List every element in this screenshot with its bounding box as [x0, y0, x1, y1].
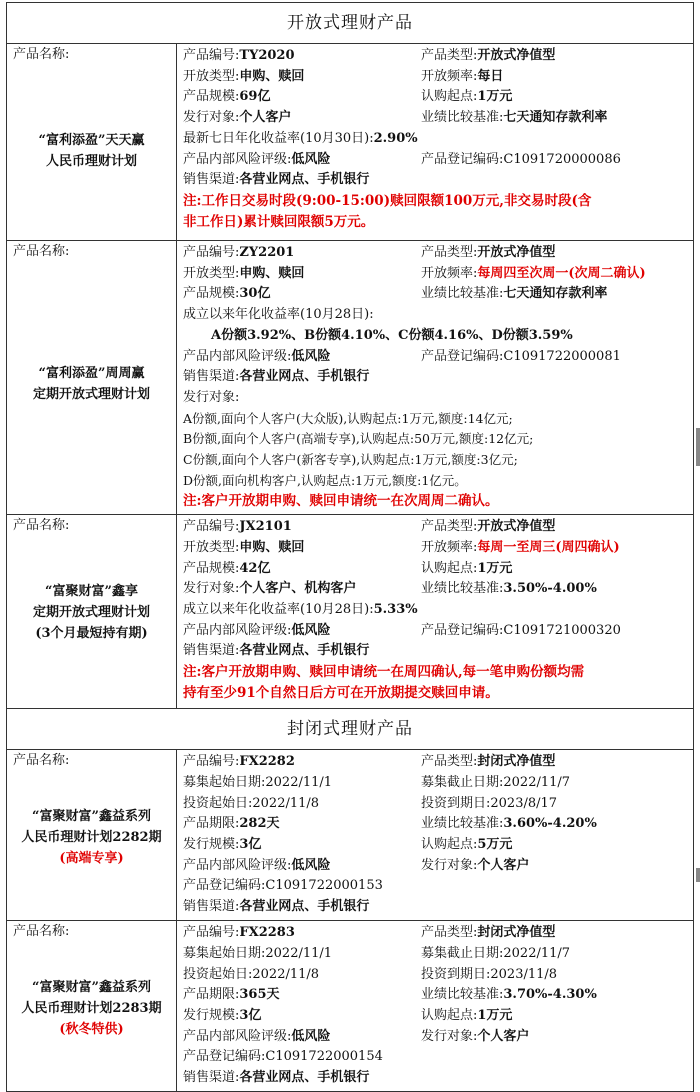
inv-end-v: 2023/8/17: [490, 795, 558, 811]
field-line: [421, 108, 689, 129]
field-line: [421, 814, 689, 835]
name-lines: “富聚财富”鑫益系列: [32, 809, 151, 825]
raise-start-v: 2022/11/1: [265, 774, 333, 790]
inv-end-v: 2023/11/8: [490, 966, 558, 982]
inv-end-k: 投资到期日:: [421, 795, 491, 811]
bench-k: 业绩比较基准:: [421, 987, 504, 1003]
field-line: [183, 46, 689, 67]
min-v: 1万元: [477, 560, 513, 576]
yield-k: 最新七日年化收益率(10月30日):: [183, 130, 374, 146]
field-line: [183, 1027, 421, 1048]
type-k: 产品类型:: [421, 754, 478, 770]
inv-start-k: 投资起始日:: [183, 966, 253, 982]
scale-k: 产品规模:: [183, 286, 240, 302]
risk-k: 产品内部风险评级:: [183, 348, 292, 364]
bench-v: 3.50%-4.00%: [503, 581, 597, 597]
open-type-k: 开放类型:: [183, 265, 240, 281]
term-v: 365天: [239, 987, 280, 1003]
name-label: 产品名称:: [13, 518, 70, 534]
name-lines: 人民币理财计划: [45, 154, 137, 169]
field-line: [183, 559, 689, 580]
field-line: [183, 835, 421, 856]
field-line: [421, 243, 689, 264]
field-line: [421, 752, 689, 773]
field-line: [183, 1027, 689, 1048]
field-line: [421, 538, 689, 559]
name-lines: “富利添盈”周周赢: [38, 366, 145, 381]
inv-start-v: 2022/11/8: [252, 795, 320, 811]
raise-start-v: 2022/11/1: [265, 945, 333, 961]
yield-k: 成立以来年化收益率(10月28日):: [183, 307, 374, 323]
code-v: ZY2201: [239, 245, 295, 260]
target-v: 个人客户: [477, 1028, 530, 1044]
reg-v: C1091722000153: [265, 878, 383, 894]
target-k: 发行对象:: [421, 857, 478, 873]
risk-k: 产品内部风险评级:: [183, 1028, 292, 1044]
field-line: [183, 264, 689, 285]
field-line: [421, 1006, 689, 1027]
field-line: [183, 67, 421, 88]
scrollbar-marker: [696, 868, 700, 882]
field-line: [421, 559, 689, 580]
issue-k: 发行规模:: [183, 1007, 240, 1023]
field-line: [183, 388, 689, 409]
name-label: 产品名称:: [13, 924, 70, 940]
target-v: 个人客户: [477, 857, 530, 873]
risk-k: 产品内部风险评级:: [183, 151, 292, 167]
freq-k: 开放频率:: [421, 265, 478, 281]
yield-v: 5.33%: [373, 601, 418, 617]
term-k: 产品期限:: [183, 816, 240, 832]
product-detail-cell: [177, 921, 694, 1092]
channel-v: 各营业网点、手机银行: [239, 1070, 370, 1086]
field-line: [183, 108, 689, 129]
note-lines: 非工作日)累计赎回限额5万元。: [183, 213, 375, 230]
target-k: 发行对象:: [183, 389, 240, 405]
field-line: [183, 264, 421, 285]
open-section-title: 开放式理财产品: [7, 3, 694, 44]
field-line: [183, 897, 689, 918]
field-line: [183, 856, 421, 877]
field-line: [183, 923, 689, 944]
channel-k: 销售渠道:: [183, 1070, 240, 1086]
bench-k: 业绩比较基准:: [421, 286, 504, 302]
field-line: [421, 284, 689, 305]
scale-v: 30亿: [239, 286, 271, 302]
field-line: [183, 367, 689, 388]
channel-k: 销售渠道:: [183, 899, 240, 915]
code-v: JX2101: [239, 519, 292, 535]
bench-v: 3.70%-4.30%: [503, 987, 597, 1003]
field-line: [183, 559, 421, 580]
product-row-jx2101: [7, 515, 694, 709]
raise-start-k: 募集起始日期:: [183, 945, 266, 961]
product-row-fx2282: [7, 750, 694, 921]
field-line: [421, 517, 689, 538]
reg-v: C1091721000320: [503, 622, 621, 638]
scale-k: 产品规模:: [183, 89, 240, 105]
share-lines: B份额,面向个人客户(高端专享),认购起点:50万元,额度:12亿元;: [183, 431, 534, 447]
field-line: [183, 1006, 421, 1027]
field-line: [183, 944, 421, 965]
field-line: [183, 773, 421, 794]
field-line: [183, 150, 689, 171]
type-k: 产品类型:: [421, 519, 478, 535]
product-row-ty2020: [7, 44, 694, 241]
share-lines: A份额,面向个人客户(大众版),认购起点:1万元,额度:14亿元;: [183, 410, 513, 426]
scrollbar-thumb[interactable]: [696, 428, 700, 466]
code-v: FX2282: [239, 754, 295, 770]
field-line: [183, 794, 421, 815]
name-lines: “富聚财富”鑫益系列: [32, 980, 151, 996]
field-line: [183, 794, 689, 815]
share-lines: D份额,面向机构客户,认购起点:1万元,额度:1亿元。: [183, 472, 467, 488]
min-v: 1万元: [477, 89, 513, 105]
freq-v: 每日: [477, 68, 504, 84]
code-k: 产品编号:: [183, 245, 240, 260]
note-lines: 注:客户开放期申购、赎回申请统一在周四确认,每一笔申购份额均需: [183, 664, 585, 681]
channel-v: 各营业网点、手机银行: [239, 369, 370, 385]
field-line: [421, 67, 689, 88]
field-line: [183, 243, 421, 264]
field-line: [183, 347, 421, 368]
target-k: 发行对象:: [183, 581, 240, 597]
product-tag: (高端专享): [59, 851, 124, 867]
field-line: [183, 517, 421, 538]
raise-end-k: 募集截止日期:: [421, 774, 504, 790]
issue-v: 3亿: [239, 1007, 262, 1023]
freq-v: 每周一至周三(周四确认): [477, 539, 620, 555]
channel-v: 各营业网点、手机银行: [239, 899, 370, 915]
scale-k: 产品规模:: [183, 560, 240, 576]
yield-v: 2.90%: [373, 130, 418, 146]
field-line: [421, 150, 689, 171]
inv-start-v: 2022/11/8: [252, 966, 320, 982]
field-line: [421, 773, 689, 794]
channel-k: 销售渠道:: [183, 643, 240, 659]
product-name: [7, 130, 176, 172]
product-name-cell: [7, 241, 177, 515]
field-line: [183, 305, 689, 326]
field-line: [183, 641, 689, 662]
field-line: [183, 87, 421, 108]
name-lines: “富利添盈”天天赢: [38, 133, 145, 148]
reg-k: 产品登记编码:: [183, 1049, 266, 1065]
risk-v: 低风险: [291, 1028, 331, 1044]
issue-k: 发行规模:: [183, 836, 240, 852]
note-lines: 注:工作日交易时段(9:00-15:00)赎回限额100万元,非交易时段(含: [183, 192, 592, 209]
inv-end-k: 投资到期日:: [421, 966, 491, 982]
open-type-k: 开放类型:: [183, 68, 240, 84]
bench-k: 业绩比较基准:: [421, 816, 504, 832]
risk-v: 低风险: [291, 151, 331, 167]
name-lines: 人民币理财计划2282期: [21, 830, 162, 846]
field-line: [183, 243, 689, 264]
open-section-header: [7, 3, 694, 44]
reg-k: 产品登记编码:: [421, 348, 504, 364]
product-table: [6, 2, 694, 1092]
name-lines: (3个月最短持有期): [35, 626, 148, 642]
field-line: [183, 150, 421, 171]
type-v: 封闭式净值型: [477, 754, 556, 770]
reg-v: C1091722000154: [265, 1049, 383, 1065]
field-line: [183, 814, 421, 835]
channel-v: 各营业网点、手机银行: [239, 643, 370, 659]
reg-k: 产品登记编码:: [183, 878, 266, 894]
field-line: [421, 944, 689, 965]
product-detail-cell: [177, 515, 694, 709]
issue-v: 3亿: [239, 836, 262, 852]
product-row-zy2201: [7, 241, 694, 515]
term-k: 产品期限:: [183, 987, 240, 1003]
field-line: [183, 347, 689, 368]
name-label: 产品名称:: [13, 47, 70, 62]
reg-k: 产品登记编码:: [421, 622, 504, 638]
type-v: 开放式净值型: [477, 519, 556, 535]
product-detail-cell: [177, 241, 694, 515]
bench-v: 七天通知存款利率: [503, 286, 608, 302]
note-lines: 注:客户开放期申购、赎回申请统一在次周周二确认。: [183, 493, 499, 510]
reg-v: C1091720000086: [503, 151, 621, 167]
field-line: [183, 814, 689, 835]
product-detail-cell: [177, 750, 694, 921]
bench-k: 业绩比较基准:: [421, 110, 504, 126]
target-v: 个人客户、机构客户: [239, 581, 357, 597]
field-line: [421, 621, 689, 642]
field-line: [183, 773, 689, 794]
field-line: [183, 170, 689, 191]
raise-end-k: 募集截止日期:: [421, 945, 504, 961]
product-name-cell: [7, 44, 177, 241]
field-line: [183, 985, 689, 1006]
type-k: 产品类型:: [421, 48, 478, 63]
open-type-v: 申购、赎回: [239, 265, 305, 281]
type-v: 封闭式净值型: [477, 925, 556, 941]
field-line: [421, 794, 689, 815]
channel-k: 销售渠道:: [183, 369, 240, 385]
field-line: [421, 985, 689, 1006]
risk-v: 低风险: [291, 622, 331, 638]
field-line: [421, 835, 689, 856]
field-line: [421, 965, 689, 986]
field-line: [183, 538, 689, 559]
code-k: 产品编号:: [183, 925, 240, 941]
field-line: [183, 965, 421, 986]
field-line: [183, 965, 689, 986]
field-line: [183, 538, 421, 559]
product-detail-cell: [177, 44, 694, 241]
raise-start-k: 募集起始日期:: [183, 774, 266, 790]
field-line: [183, 621, 689, 642]
product-note: [183, 662, 689, 703]
target-k: 发行对象:: [421, 1028, 478, 1044]
min-k: 认购起点:: [421, 560, 478, 576]
open-type-k: 开放类型:: [183, 539, 240, 555]
yield-k: 成立以来年化收益率(10月28日):: [183, 601, 374, 617]
field-line: [183, 856, 689, 877]
field-line: [421, 87, 689, 108]
min-v: 5万元: [477, 836, 513, 852]
share-lines: C份额,面向个人客户(新客专享),认购起点:1万元,额度:3亿元;: [183, 452, 518, 468]
freq-k: 开放频率:: [421, 539, 478, 555]
open-type-v: 申购、赎回: [239, 68, 305, 84]
bench-v: 3.60%-4.20%: [503, 816, 597, 832]
name-label: 产品名称:: [13, 753, 70, 769]
code-v: FX2283: [239, 925, 295, 941]
product-name: [7, 581, 176, 644]
yield-shares: A份额3.92%、B份额4.10%、C份额4.16%、D份额3.59%: [211, 327, 573, 343]
closed-section-title: 封闭式理财产品: [7, 709, 694, 750]
field-line: [183, 923, 421, 944]
code-k: 产品编号:: [183, 48, 240, 63]
channel-k: 销售渠道:: [183, 172, 240, 188]
product-name-cell: [7, 515, 177, 709]
field-line: [183, 835, 689, 856]
bench-k: 业绩比较基准:: [421, 581, 504, 597]
name-lines: 定期开放式理财计划: [32, 605, 150, 621]
type-k: 产品类型:: [421, 245, 478, 260]
product-name: [7, 806, 176, 869]
field-line: [183, 67, 689, 88]
min-k: 认购起点:: [421, 836, 478, 852]
type-v: 开放式净值型: [477, 48, 556, 63]
field-line: [183, 108, 421, 129]
field-line: [421, 856, 689, 877]
name-lines: 人民币理财计划2283期: [21, 1001, 162, 1017]
raise-end-v: 2022/11/7: [503, 945, 571, 961]
risk-v: 低风险: [291, 857, 331, 873]
code-k: 产品编号:: [183, 754, 240, 770]
min-k: 认购起点:: [421, 89, 478, 105]
field-line: [421, 923, 689, 944]
field-line: [183, 579, 689, 600]
field-line: [183, 621, 421, 642]
product-row-fx2283: [7, 921, 694, 1092]
field-line: [183, 1047, 689, 1068]
raise-end-v: 2022/11/7: [503, 774, 571, 790]
product-name-cell: [7, 750, 177, 921]
field-line: [183, 752, 421, 773]
product-name-cell: [7, 921, 177, 1092]
code-v: TY2020: [239, 48, 295, 63]
name-lines: “富聚财富”鑫享: [45, 584, 138, 600]
risk-k: 产品内部风险评级:: [183, 622, 292, 638]
code-k: 产品编号:: [183, 519, 240, 535]
product-note: [183, 191, 689, 232]
field-line: [183, 129, 689, 150]
target-k: 发行对象:: [183, 110, 240, 126]
channel-v: 各营业网点、手机银行: [239, 172, 370, 188]
field-line: [183, 600, 689, 621]
term-v: 282天: [239, 816, 280, 832]
field-line: [421, 347, 689, 368]
open-type-v: 申购、赎回: [239, 539, 305, 555]
min-k: 认购起点:: [421, 1007, 478, 1023]
note-lines: 持有至少91个自然日后方可在开放期提交赎回申请。: [183, 684, 499, 701]
field-line: [183, 284, 421, 305]
product-note: [183, 491, 689, 512]
target-v: 个人客户: [239, 110, 292, 126]
bench-v: 七天通知存款利率: [503, 110, 608, 126]
field-line: [421, 579, 689, 600]
freq-k: 开放频率:: [421, 68, 478, 84]
field-line: [183, 752, 689, 773]
type-k: 产品类型:: [421, 925, 478, 941]
min-v: 1万元: [477, 1007, 513, 1023]
name-label: 产品名称:: [13, 244, 70, 259]
field-line: [183, 517, 689, 538]
field-line: [183, 944, 689, 965]
field-line: [183, 985, 421, 1006]
product-name: [7, 977, 176, 1040]
field-line: [183, 579, 421, 600]
type-v: 开放式净值型: [477, 245, 556, 260]
freq-v: 每周四至次周一(次周二确认): [477, 265, 646, 281]
product-tag: (秋冬特供): [59, 1022, 124, 1038]
field-line: [183, 1006, 689, 1027]
risk-k: 产品内部风险评级:: [183, 857, 292, 873]
field-line: [183, 876, 689, 897]
product-name: [7, 363, 176, 405]
field-line: [421, 1027, 689, 1048]
name-lines: 定期开放式理财计划: [32, 387, 150, 402]
closed-section-header: [7, 709, 694, 750]
field-line: [183, 46, 421, 67]
scale-v: 69亿: [239, 89, 271, 105]
risk-v: 低风险: [291, 348, 331, 364]
scale-v: 42亿: [239, 560, 271, 576]
field-line: [421, 264, 689, 285]
reg-k: 产品登记编码:: [421, 151, 504, 167]
field-line: [183, 87, 689, 108]
inv-start-k: 投资起始日:: [183, 795, 253, 811]
field-line: [183, 1068, 689, 1089]
reg-v: C1091722000081: [503, 348, 621, 364]
field-line: [183, 284, 689, 305]
field-line: [421, 46, 689, 67]
